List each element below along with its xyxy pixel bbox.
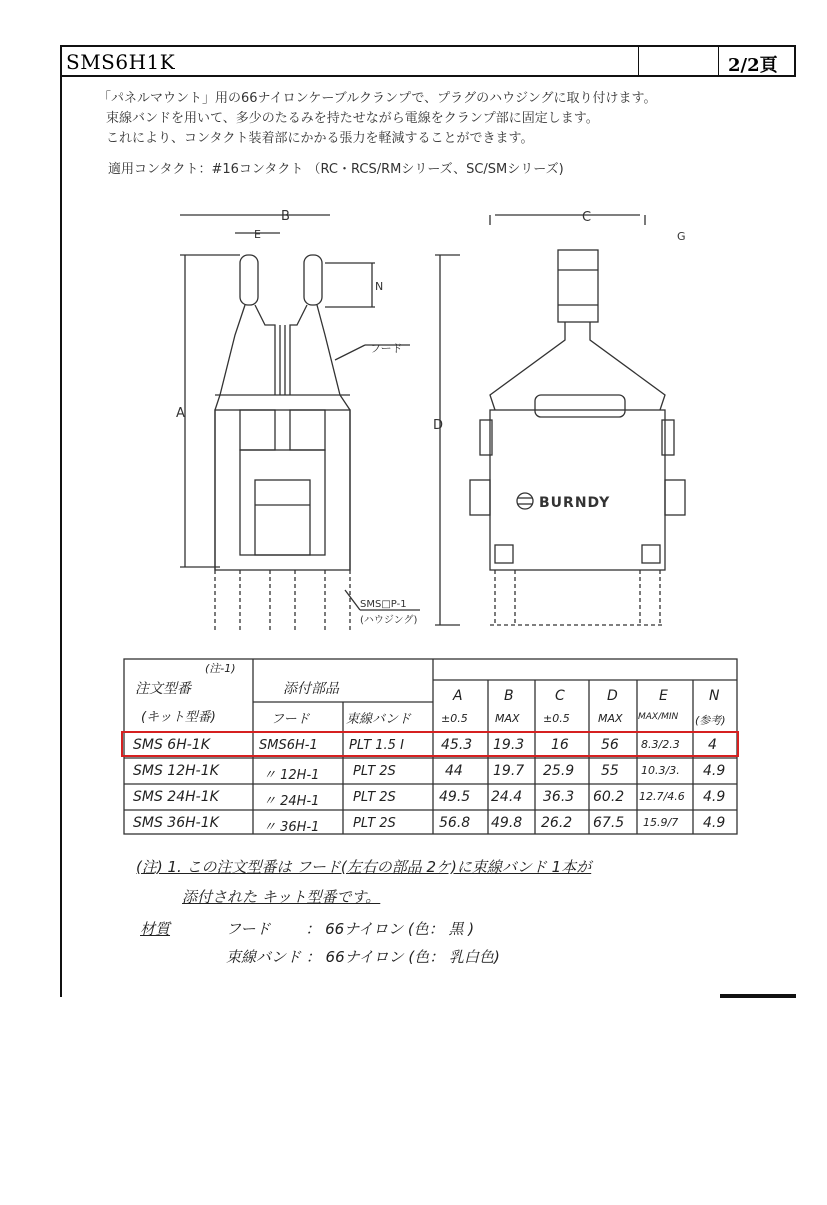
row-e: 10.3/3. — [641, 764, 680, 777]
row-d: 55 — [601, 763, 619, 779]
row-d: 60.2 — [593, 789, 625, 805]
col-header-d-tol: MAX — [598, 712, 623, 725]
row-a: 44 — [445, 763, 463, 779]
col-header-b: B — [504, 688, 514, 704]
row-n: 4.9 — [703, 763, 726, 779]
note-line: (注) 1. この注文型番は フード(左右の部品 2ケ)に束線バンド 1本が — [136, 858, 592, 876]
callout-housing-model: SMS□P-1 — [360, 599, 407, 610]
description-line: 「パネルマウント」用の66ナイロンケーブルクランプで、プラグのハウジングに取り付けます。 — [98, 91, 657, 106]
row-model: SMS 6H-1K — [133, 737, 210, 753]
row-hood: 〃 36H-1 — [263, 820, 320, 835]
dim-label: C — [582, 210, 592, 225]
dim-label: B — [281, 209, 290, 224]
col-header-order: 注文型番 — [135, 681, 191, 697]
row-c: 16 — [551, 737, 569, 753]
col-header-b-tol: MAX — [495, 712, 520, 725]
row-n: 4.9 — [703, 815, 726, 831]
note-line: 添付された キット型番です。 — [182, 888, 381, 906]
dim-label: G — [677, 230, 686, 243]
material-label: 材質 — [140, 920, 171, 938]
col-header-hood: フード — [271, 712, 310, 727]
row-band: PLT 2S — [353, 790, 396, 805]
col-header-a-tol: ±0.5 — [441, 712, 468, 725]
drawing-svg — [150, 195, 710, 640]
title-divider — [718, 47, 719, 75]
row-b: 19.7 — [493, 763, 525, 779]
row-a: 56.8 — [439, 815, 471, 831]
col-header-order-kit: (キット型番) — [141, 710, 216, 725]
col-header-parts: 添付部品 — [283, 681, 339, 697]
row-model: SMS 12H-1K — [133, 763, 219, 779]
row-n: 4 — [708, 737, 717, 753]
row-d: 56 — [601, 737, 619, 753]
row-band: PLT 2S — [353, 816, 396, 831]
row-model: SMS 24H-1K — [133, 789, 219, 805]
row-band: PLT 2S — [353, 764, 396, 779]
row-c: 36.3 — [543, 789, 575, 805]
row-c: 25.9 — [543, 763, 575, 779]
col-header-n-tol: (参考) — [695, 714, 726, 727]
row-band: PLT 1.5 I — [349, 738, 404, 753]
row-c: 26.2 — [541, 815, 573, 831]
row-hood: 〃 24H-1 — [263, 794, 320, 809]
page-number: 2/2頁 — [728, 55, 778, 76]
row-e: 8.3/2.3 — [641, 738, 680, 751]
dim-label: N — [375, 280, 384, 293]
row-e: 12.7/4.6 — [639, 790, 685, 803]
row-d: 67.5 — [593, 815, 625, 831]
applicable-contacts: 適用コンタクト：#16コンタクト （RC・RCS/RMシリーズ、SC/SMシリーズ) — [108, 162, 564, 177]
note-ref: (注-1) — [205, 662, 236, 675]
dim-label: A — [176, 406, 185, 421]
row-hood: SMS6H-1 — [259, 738, 318, 753]
row-b: 49.8 — [491, 815, 523, 831]
callout-housing: (ハウジング) — [360, 615, 418, 626]
col-header-band: 束線バンド — [346, 712, 412, 727]
col-header-d: D — [607, 688, 618, 704]
row-model: SMS 36H-1K — [133, 815, 219, 831]
material-row: 束線バンド ： 66ナイロン (色： 乳白色) — [226, 948, 500, 966]
row-n: 4.9 — [703, 789, 726, 805]
callout-hood: フード — [370, 342, 403, 355]
col-header-e: E — [659, 688, 668, 704]
title-block — [60, 45, 796, 77]
col-header-e-tol: MAX/MIN — [638, 712, 679, 722]
col-header-n: N — [709, 688, 720, 704]
row-a: 49.5 — [439, 789, 471, 805]
col-header-c-tol: ±0.5 — [543, 712, 570, 725]
sheet-left-border — [60, 45, 62, 997]
sheet-bottom-bar — [720, 994, 796, 998]
row-hood: 〃 12H-1 — [263, 768, 320, 783]
row-b: 19.3 — [493, 737, 525, 753]
col-header-c: C — [555, 688, 565, 704]
dim-label: E — [254, 228, 261, 241]
doc-title: SMS6H1K — [66, 50, 176, 74]
highlighted-row-frame — [121, 731, 739, 757]
col-header-a: A — [453, 688, 463, 704]
technical-drawing — [150, 195, 710, 640]
description-line: これにより、コンタクト装着部にかかる張力を軽減することができます。 — [106, 131, 534, 146]
description — [98, 89, 656, 149]
dim-label: D — [433, 418, 444, 433]
description-line: 束線バンドを用いて、多少のたるみを持たせながら電線をクランプ部に固定します。 — [106, 111, 599, 126]
row-a: 45.3 — [441, 737, 473, 753]
brand-logo: BURNDY — [539, 495, 611, 511]
row-e: 15.9/7 — [643, 816, 679, 829]
material-row: フード ： 66ナイロン (色： 黒 ) — [226, 920, 475, 938]
row-b: 24.4 — [491, 789, 523, 805]
title-divider — [638, 47, 639, 75]
